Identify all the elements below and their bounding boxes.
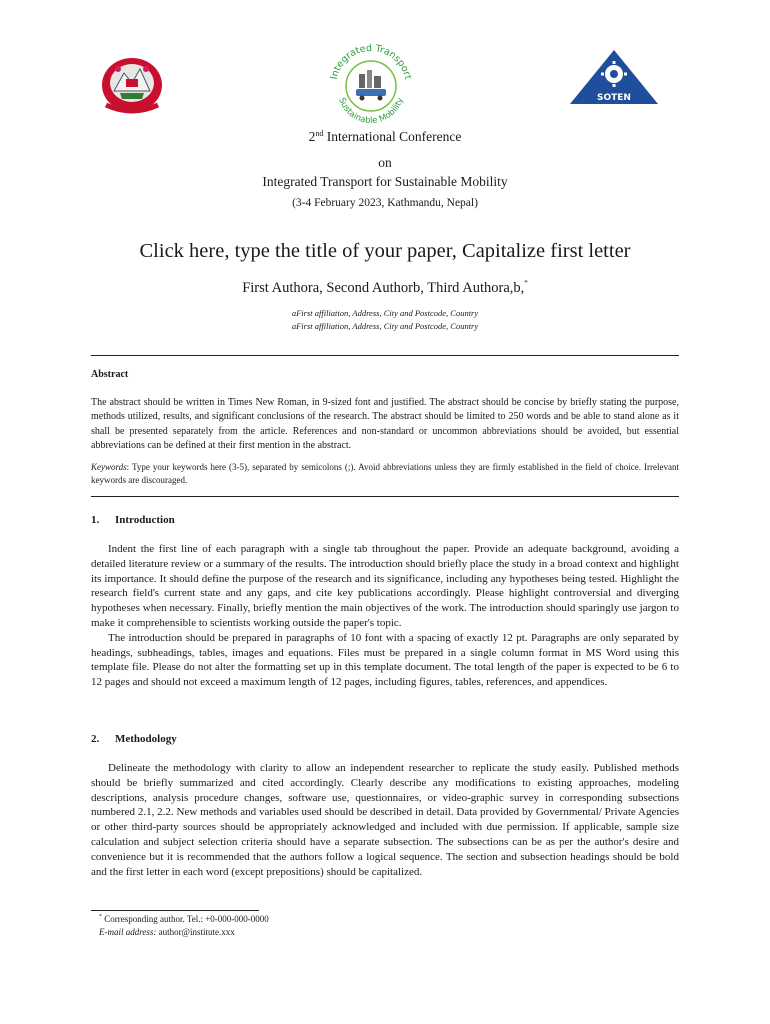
conference-ordinal-suffix: nd (315, 129, 324, 138)
keywords (91, 461, 679, 488)
soten-logo-text: SOTEN (597, 93, 631, 103)
logo-text-top: Integrated Transport (328, 42, 414, 81)
introduction-paragraph-2: The introduction should be prepared in paragraphs of 10 font with a spacing of exactly 12 pt. Paragraphs are only separated by headings, subheadings, tables, images and equations. Files must be prepared in a single column format in MS Word using this template file. Please do not alter the formatting set up in this template document. The total length of the paper is expected to be 6 to 12 pages and should not exceed a maximum length of 12 pages, including figures, tables, references, and appendices. (91, 631, 679, 689)
conference-name (0, 129, 770, 145)
affiliation-2: aFirst affiliation, Address, City and Postcode, Country (291, 321, 479, 331)
conference-on: on (378, 155, 392, 170)
nepal-emblem-logo (98, 55, 166, 117)
footnote-corresponding (99, 914, 269, 924)
abstract-body: The abstract should be written in Times New Roman, in 9-sized font and justified. The abstract should be concise by briefly stating the purpose, methods utilized, results, and significant conclusions of the research. The abstract should be limited to 250 words and be able to stand alone as it shall be presented separately from the article. References and non-standard or uncommon abbreviations should be avoided, but essential abbreviations can be defined at their first mention in the abstract. (91, 397, 679, 451)
methodology-paragraph-1: Delineate the methodology with clarity to allow an independent researcher to replicate the study easily. Published methods should be briefly summarized and cited accordingly. Clearly describe any modifications to existing approaches, modeling descriptions, analysis procedure changes, software use, questionnaires, or video-graphic survey in corresponding subsections numbered 2.1, 2.2. New methods and variables used should be described in detail. Data provided by Governmental/ Private Agencies or other third-party sources should be appropriately acknowledged and included with due permission. If applicable, sample size calculation and subject selection criteria should have a separate subsection. The subsections can be as per the author's desire and convenience but it is recommended that the authors follow a logical sequence. The section and subsection headings should be bold and the first letter in each word (except prepositions) should be capitalized. (91, 762, 679, 878)
conference-theme: Integrated Transport for Sustainable Mobility (262, 174, 508, 189)
footnote-email (99, 927, 235, 937)
section-title: Introduction (115, 514, 175, 526)
methodology-body (91, 761, 679, 879)
keywords-label: Keywords (91, 462, 127, 472)
authors-mark: * (524, 279, 528, 287)
section-heading-introduction (91, 514, 175, 526)
affiliation-1: aFirst affiliation, Address, City and Postcode, Country (291, 308, 479, 318)
email-value: author@institute.xxx (156, 927, 235, 937)
divider-bottom (91, 496, 679, 497)
section-heading-methodology (91, 733, 177, 745)
conference-name-text: International Conference (323, 129, 462, 144)
footnote-corresponding-text: Corresponding author. Tel.: +0-000-000-0000 (102, 914, 269, 924)
paper-authors (0, 280, 770, 297)
footnote-divider (91, 910, 259, 911)
introduction-paragraph-1: Indent the first line of each paragraph with a single tab throughout the paper. Provide an adequate background, avoiding a detailed literature review or a summary of the results. The introduction should briefly place the study in a broad context and highlight its importance. It should define the purpose of the research and its significance, including any hypotheses being tested. Highlight the research field's current state and any gaps, and cite key publications accordingly. Please highlight controversial and diverging hypotheses when necessary. Finally, briefly mention the main objectives of the work. The introduction should sparingly use jargon to make it comprehensible to scientists working outside the paper's topic. (91, 543, 679, 629)
section-title: Methodology (115, 733, 177, 745)
conference-ordinal: 2 (308, 129, 316, 144)
paper-title: Click here, type the title of your paper, Capitalize first letter (139, 240, 631, 262)
section-number: 1. (91, 514, 100, 526)
divider-top (91, 355, 679, 356)
email-label: E-mail address: (99, 927, 157, 937)
conference-dates-place: (3-4 February 2023, Kathmandu, Nepal) (292, 197, 478, 209)
keywords-text: : Type your keywords here (3-5), separated by semicolons (;). Avoid abbreviations unless they are firmly established in the field of choice. Irrelevant keywords are discouraged. (91, 462, 679, 486)
introduction-body (91, 542, 679, 690)
section-number: 2. (91, 733, 100, 745)
conference-logo (326, 42, 416, 126)
soten-logo (568, 48, 660, 106)
logo-text-bottom: Sustainable Mobility (336, 96, 406, 126)
abstract-heading: Abstract (91, 369, 129, 380)
footnote-mark: * (99, 914, 102, 920)
authors-text: First Authora, Second Authorb, Third Authora,b, (242, 280, 525, 296)
